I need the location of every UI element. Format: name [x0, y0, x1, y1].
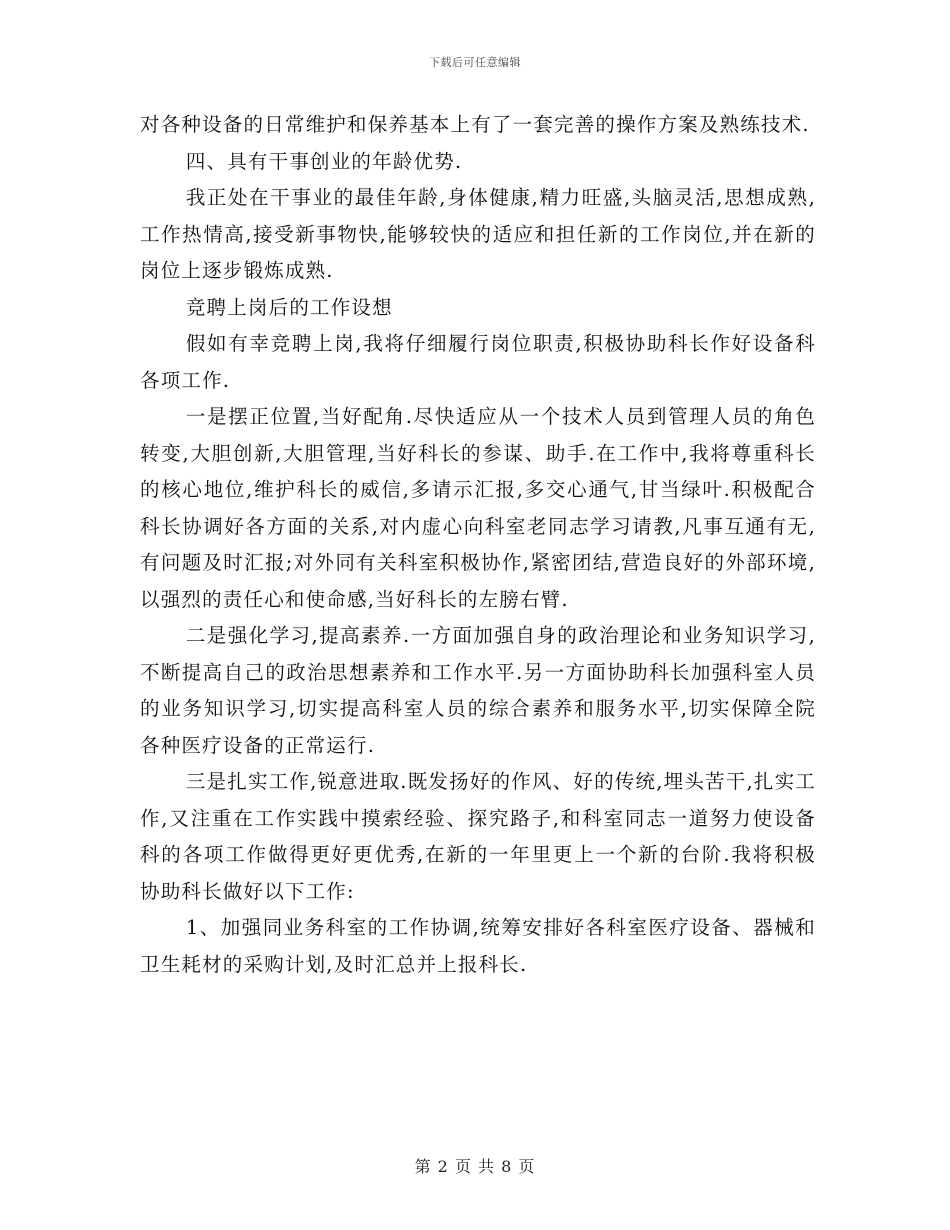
- paragraph: 1、加强同业务科室的工作协调,统筹安排好各科室医疗设备、器械和卫生耗材的采购计划,及时汇总并上报科长.: [140, 916, 816, 976]
- paragraph: 对各种设备的日常维护和保养基本上有了一套完善的操作方案及熟练技术.: [140, 113, 810, 136]
- section-heading: 竞聘上岗后的工作设想: [185, 295, 393, 319]
- paragraph: 二是强化学习,提高素养.一方面加强自身的政治理论和业务知识学习,不断提高自己的政治思想素养和工作水平.另一方面协助科长加强科室人员的业务知识学习,切实提高科室人员的综合素养和服务水平,切实保障全院各种医疗设备的正常运行.: [140, 624, 816, 757]
- header-note: 下载后可任意编辑: [429, 56, 521, 69]
- paragraph: 三是扎实工作,锐意进取.既发扬好的作风、好的传统,埋头苦干,扎实工作,又注重在工作实践中摸索经验、探究路子,和科室同志一道努力使设备科的各项工作做得更好更优秀,在新的一年里更上一个新的台阶.我将积极协助科长做好以下工作:: [140, 770, 816, 903]
- paragraph: 一是摆正位置,当好配角.尽快适应从一个技术人员到管理人员的角色转变,大胆创新,大胆管理,当好科长的参谋、助手.在工作中,我将尊重科长的核心地位,维护科长的威信,多请示汇报,多交心通气,甘当绿叶.积极配合科长协调好各方面的关系,对内虚心向科室老同志学习请教,凡事互通有无,有问题及时汇报;对外同有关科室积极协作,紧密团结,营造良好的外部环境,以强烈的责任心和使命感,当好科长的左膀右臂.: [140, 405, 816, 611]
- paragraph: 假如有幸竞聘上岗,我将仔细履行岗位职责,积极协助科长作好设备科各项工作.: [140, 332, 816, 392]
- paragraph: 我正处在干事业的最佳年龄,身体健康,精力旺盛,头脑灵活,思想成熟,工作热情高,接受新事物快,能够较快的适应和担任新的工作岗位,并在新的岗位上逐步锻炼成熟.: [140, 186, 816, 282]
- paragraph: 四、具有干事创业的年龄优势.: [185, 149, 463, 173]
- page-number: 第 2 页 共 8 页: [414, 1157, 536, 1176]
- document-body: [140, 107, 816, 983]
